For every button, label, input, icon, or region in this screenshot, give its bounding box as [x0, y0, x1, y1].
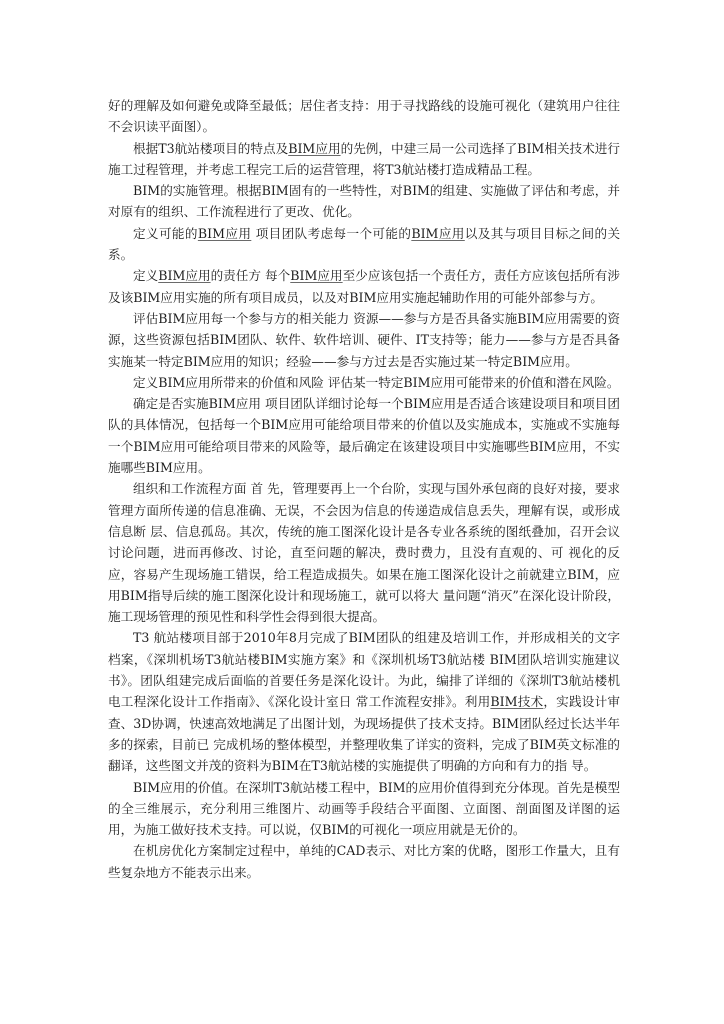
text-segment: 定义 [133, 268, 159, 284]
text-segment: BIM的实施管理。根据BIM固有的一些特性，对BIM的组建、实施做了评估和考虑，并对原有的组织、工作流程进行了更改、优化。 [108, 183, 620, 220]
text-segment: 在机房优化方案制定过程中，单纯的CAD表示、对比方案的优略，图形工作量大，且有些复杂地方不能表示出来。 [108, 843, 620, 880]
text-segment: 评估BIM应用每一个参与方的相关能力 资源——参与方是否具备实施BIM应用需要的资源，这些资源包括BIM团队、软件、软件培训、硬件、IT支持等；能力——参与方是否具备实施某一特定BIM应用的知识；经验——参与方过去是否实施过某一特定BIM应用。 [108, 310, 620, 369]
paragraph-p8 [108, 478, 620, 627]
document-body [108, 95, 620, 883]
bim-link[interactable]: BIM应用 [197, 225, 252, 241]
bim-link[interactable]: BIM应用 [411, 225, 465, 241]
bim-link[interactable]: BIM应用 [290, 268, 343, 284]
text-segment: 确定是否实施BIM应用 项目团队详细讨论每一个BIM应用是否适合该建设项目和项目团队的具体情况，包括每一个BIM应用可能给项目带来的价值以及实施成本，实施或不实施每一个BIM应用可能给项目带来的风险等，最后确定在该建设项目中实施哪些BIM应用，不实施哪些BIM应用。 [108, 396, 620, 476]
paragraph-p5 [108, 308, 620, 372]
text-segment: 好的理解及如何避免或降至最低；居住者支持：用于寻找路线的设施可视化（建筑用户往往不会识读平面图）。 [108, 98, 620, 135]
paragraph-p2 [108, 180, 620, 223]
paragraph-p10 [108, 777, 620, 841]
text-segment: ，实践设计审查、3D协调，快速高效地满足了出图计划，为现场提供了技术支持。BIM团队经过长达半年多的探索，目前已 完成机场的整体模型，并整理收集了详实的资料，完成了BIM英文标准的翻译，这些图文并茂的资料为BIM在T3航站楼的实施提供了明确的方向和有力的指 导。 [108, 694, 621, 774]
text-segment: 定义可能的 [133, 225, 198, 241]
paragraph-p9 [108, 627, 620, 776]
text-segment: 定义BIM应用所带来的价值和风险 评估某一特定BIM应用可能带来的价值和潜在风险。 [133, 374, 620, 390]
paragraph-p4 [108, 265, 620, 308]
text-segment: T3 航站楼项目部于2010年8月完成了BIM团队的组建及培训工作，并形成相关的文字档案，《深圳机场T3航站楼BIM实施方案》和《深圳机场T3航站楼 BIM团队培训实施建议书》。团队组建完成后面临的首要任务是深化设计。为此，编排了详细的《深圳T3航站楼机电工程深化设计工作指南》、《深化设计室日 常工作流程安排》。利用 [108, 630, 620, 710]
text-segment: 项目团队考虑每一个可能的 [251, 225, 412, 241]
paragraph-p3 [108, 223, 620, 266]
paragraph-p11 [108, 840, 620, 883]
text-segment: 的责任方 每个 [210, 268, 291, 284]
text-segment: BIM应用的价值。在深圳T3航站楼工程中，BIM的应用价值得到充分体现。首先是模型的全三维展示，充分利用三维图片、动画等手段结合平面图、立面图、剖面图及详图的运用，为施工做好技术支持。可以说，仅BIM的可视化一项应用就是无价的。 [108, 779, 620, 838]
paragraph-p6 [108, 372, 620, 393]
bim-link[interactable]: BIM应用 [288, 140, 341, 156]
text-segment: 至少应该包括一个责任方，责任方应该包括所有涉及该BIM应用实施的所有项目成员，以及对BIM应用实施起辅助作用的可能外部参与方。 [108, 268, 621, 305]
bim-link[interactable]: BIM应用 [158, 268, 211, 284]
bim-link[interactable]: BIM技术 [490, 694, 544, 710]
text-segment: 根据T3航站楼项目的特点及 [133, 140, 289, 156]
text-segment: 组织和工作流程方面 首 先，管理要再上一个台阶，实现与国外承包商的良好对接，要求管理方面所传递的信息准确、无误，不会因为信息的传递造成信息丢失，理解有误，或形成信息断 层、信息孤岛。其次，传统的施工图深化设计是各专业各系统的图纸叠加，召开会议讨论问题，进而再修改、讨论，直至问题的解决，费时费力，且没有直观的、可 视化的反应，容易产生现场施工错误，给工程造成损失。如果在施工图深化设计之前就建立BIM，应用BIM指导后续的施工图深化设计和现场施工，就可以将大 量问题“消灭”在深化设计阶段，施工现场管理的预见性和科学性会得到很大提高。 [108, 481, 620, 625]
paragraph-p0 [108, 95, 620, 138]
paragraph-p1 [108, 138, 620, 181]
text-segment: 的先例，中建三局一公司选择了BIM相关技术进行施工过程管理，并考虑工程完工后的运营管理，将T3航站楼打造成精品工程。 [108, 140, 620, 177]
paragraph-p7 [108, 393, 620, 478]
text-segment: 以及其与项目目标之间的关系。 [108, 225, 621, 263]
